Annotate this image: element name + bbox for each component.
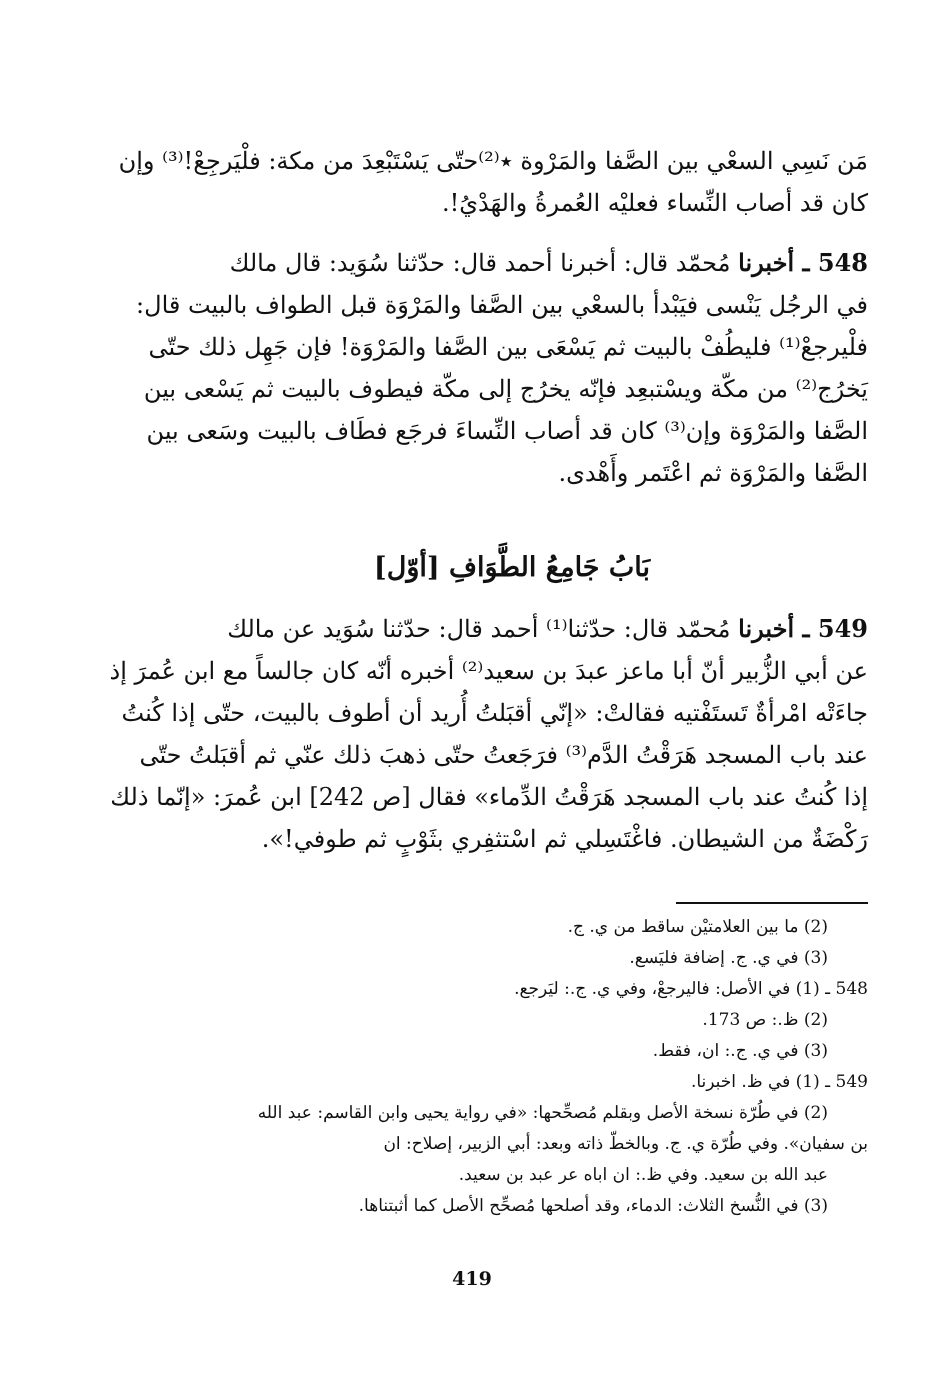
footnote-line: عبد الله بن سعيد. وفي ظ.: ان اباه عر عبد بن سعيد. <box>458 1165 828 1185</box>
page-number: 419 <box>452 1268 492 1290</box>
footnote-separator <box>676 902 868 904</box>
text-line: كان قد أصاب النِّساء فعليْه العُمرةُ والهَدْيُ!. <box>441 189 868 217</box>
footnote-line: بن سفيان». وفي طُرّة ي. ج. وبالخطّ ذاته وبعد: أبي الزبير، إصلاح: ان <box>383 1134 868 1154</box>
hadith-549 <box>109 608 868 860</box>
text-line: الصَّفا والمَرْوَة وإن⁽³⁾ كان قد أصاب النِّساءَ فرجَع فطَاف بالبيت وسَعى بين <box>146 417 868 445</box>
footnotes <box>156 912 868 1222</box>
hadith-first-line <box>156 608 868 650</box>
footnote-line: 548 ـ (1) في الأصل: فاليرجعْ، وفي ي. ج.: ليَرجع. <box>514 979 868 999</box>
text-line: يَخرُج⁽²⁾ من مكّة ويسْتبعِد فإنّه يخرُج إلى مكّة فيطوف بالبيت ثم يَسْعى بين <box>143 375 868 403</box>
hadith-548 <box>136 242 868 494</box>
text-line: في الرجُل يَنْسى فيَبْدأ بالسعْي بين الصَّفا والمَرْوَة قبل الطواف بالبيت قال: <box>136 291 868 319</box>
text-line: عند باب المسجد هَرَقْتُ الدَّم⁽³⁾ فرَجَعتُ حتّى ذهبَ ذلك عنّي ثم أقبَلتُ حتّى <box>139 741 868 769</box>
section-heading: بَابُ جَامِعُ الطَّوَافِ [أوّل] <box>373 552 651 583</box>
text-fragment: مُحمّد قال: حدّثنا⁽¹⁾ أحمد قال: حدّثنا سُوَيد عن مالك <box>227 615 739 643</box>
hadith-first-line <box>156 242 868 284</box>
footnote-line: (2) في طُرّة نسخة الأصل وبقلم مُصحِّحها: «في رواية يحيى وابن القاسم: عبد الله <box>257 1103 828 1123</box>
footnote-line: (2) ما بين العلامتيْن ساقط من ي. ج. <box>567 917 828 937</box>
hadith-number: 548 ـ أخبرنا <box>738 248 868 277</box>
text-line: الصَّفا والمَرْوَة ثم اعْتَمر وأَهْدى. <box>558 459 868 487</box>
text-line: عن أبي الزُّبير أنّ أبا ماعز عبدَ بن سعيد⁽²⁾ أخبره أنّه كان جالساً مع ابن عُمرَ إذ <box>109 657 868 685</box>
text-fragment: مُحمّد قال: أخبرنا أحمد قال: حدّثنا سُوَيد: قال مالك <box>229 249 739 277</box>
text-line: فلْيرجعْ⁽¹⁾ فليطُفْ بالبيت ثم يَسْعَى بين الصَّفا والمَرْوَة! فإن جَهِل ذلك حتّى <box>148 333 868 361</box>
footnote-line: (3) في النُّسخ الثلاث: الدماء، وقد أصلحها مُصحِّح الأصل كما أثبتناها. <box>358 1196 828 1216</box>
text-line: رَكْضَةٌ من الشيطان. فاغْتَسِلي ثم اسْتثفِري بثَوْبٍ ثم طوفي!». <box>261 825 868 853</box>
hadith-number: 549 ـ أخبرنا <box>738 614 868 643</box>
footnote-line: (2) ظ.: ص 173. <box>702 1010 828 1030</box>
footnote-line: (3) في ي. ج.: ان، فقط. <box>652 1041 828 1061</box>
text-line: إذا كُنتُ عند باب المسجد هَرَقْتُ الدِّماء» فقال [ص 242] ابن عُمرَ: «إنّما ذلك <box>110 783 868 811</box>
text-line: مَن نَسِي السعْي بين الصَّفا والمَرْوة ٭⁽²⁾حتّى يَسْتَبْعِدَ من مكة: فلْيَرجِعْ!⁽³⁾ وإن <box>118 147 868 175</box>
footnote-line: 549 ـ (1) في ظ. اخبرنا. <box>690 1072 868 1092</box>
paragraph-intro <box>118 140 868 224</box>
footnote-line: (3) في ي. ج. إضافة فليَسع. <box>629 948 828 968</box>
text-line: جاءَتْه امْرأةٌ تَستَفْتيه فقالتْ: «إنّي أقبَلتُ أُريد أن أطوف بالبيت، حتّى إذا كُنتُ <box>121 699 868 727</box>
